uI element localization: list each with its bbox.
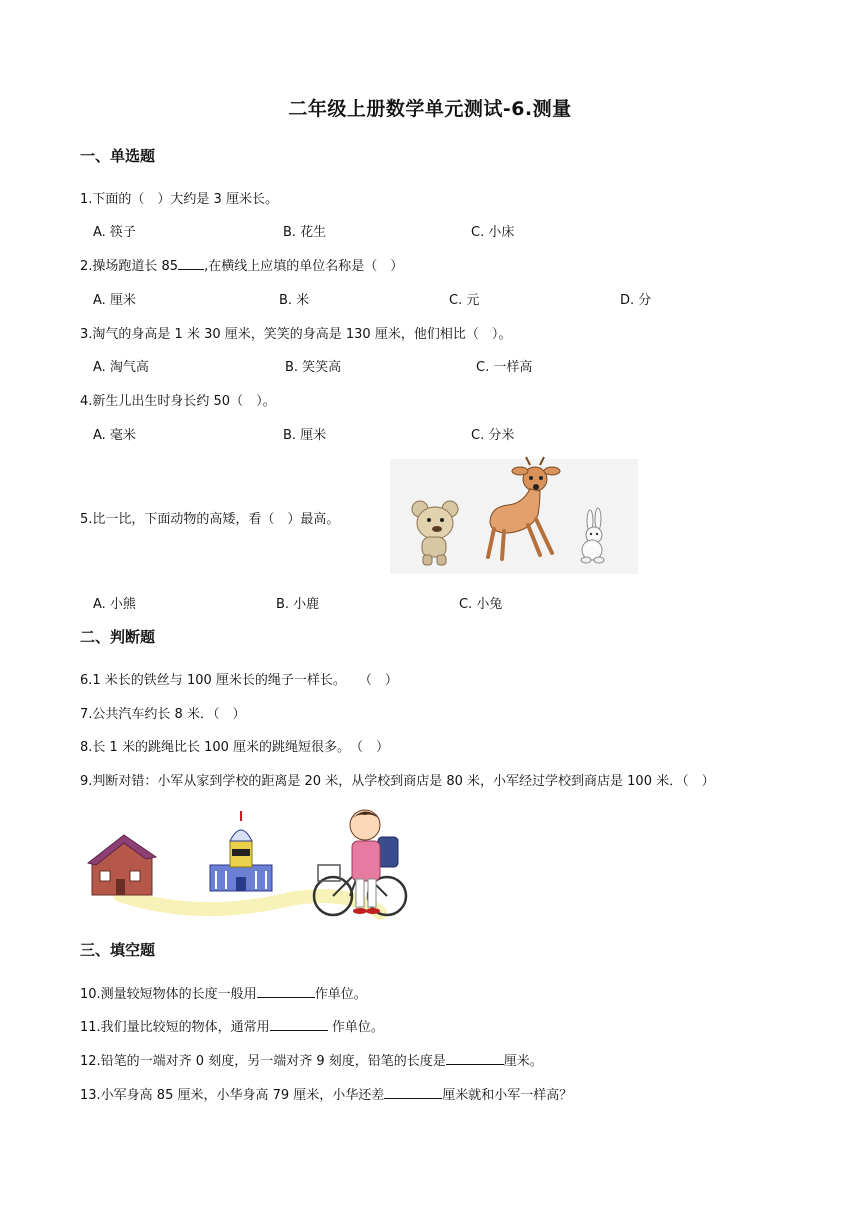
q13-blank (384, 1086, 442, 1099)
q1-option-a: A. 筷子 (93, 225, 136, 240)
route-picture (80, 803, 415, 923)
q13-text-before: 13.小军身高 85 厘米，小华身高 79 厘米，小华还差 (80, 1088, 385, 1103)
q2-option-a: A. 厘米 (93, 293, 136, 308)
question-7: 7.公共汽车约长 8 米．（ ） (80, 707, 246, 722)
q2-option-d: D. 分 (620, 293, 652, 308)
section-heading-single-choice: 一、单选题 (80, 147, 156, 165)
q2-text-before: 2.操场跑道长 85 (80, 259, 179, 274)
q5-option-b: B. 小鹿 (276, 597, 320, 612)
question-5: 5.比一比，下面动物的高矮，看（ ）最高。 (80, 512, 340, 527)
q3-option-c: C. 一样高 (476, 360, 533, 375)
q11-text-before: 11.我们量比较短的物体，通常用 (80, 1020, 270, 1035)
q3-option-b: B. 笑笑高 (285, 360, 342, 375)
q13-text-after: 厘米就和小军一样高？ (442, 1088, 573, 1103)
q1-option-c: C. 小床 (471, 225, 515, 240)
q10-text-before: 10.测量较短物体的长度一般用 (80, 987, 257, 1002)
q2-option-c: C. 元 (449, 293, 480, 308)
q12-text-before: 12.铅笔的一端对齐 0 刻度，另一端对齐 9 刻度，铅笔的长度是 (80, 1054, 446, 1069)
question-4: 4.新生儿出生时身长约 50（ ）。 (80, 394, 276, 409)
q10-blank (257, 985, 315, 998)
school-figure (210, 811, 272, 891)
question-11 (80, 1016, 384, 1035)
q4-option-a: A. 毫米 (93, 428, 136, 443)
question-12 (80, 1050, 543, 1069)
question-10 (80, 983, 367, 1002)
q2-option-b: B. 米 (279, 293, 310, 308)
q11-text-after: 作单位。 (327, 1020, 384, 1035)
question-9: 9.判断对错：小军从家到学校的距离是 20 米，从学校到商店是 80 米，小军经过学校到商店是 100 米．（ ） (80, 774, 715, 789)
q1-option-b: B. 花生 (283, 225, 327, 240)
question-1: 1.下面的（ ）大约是 3 厘米长。 (80, 192, 278, 207)
q2-text-after: ,在横线上应填的单位名称是（ ） (204, 259, 404, 274)
house-figure (88, 835, 156, 895)
q3-option-a: A. 淘气高 (93, 360, 149, 375)
section-heading-true-false: 二、判断题 (80, 628, 156, 646)
question-8: 8.长 1 米的跳绳比长 100 厘米的跳绳短很多。 （ ） (80, 740, 390, 755)
question-3: 3.淘气的身高是 1 米 30 厘米，笑笑的身高是 130 厘米，他们相比（ ）。 (80, 327, 512, 342)
question-13 (80, 1084, 572, 1103)
q2-blank (178, 257, 204, 270)
q12-blank (446, 1052, 504, 1065)
question-2 (80, 255, 403, 274)
q10-text-after: 作单位。 (314, 987, 367, 1002)
animals-picture (390, 459, 638, 574)
page-title: 二年级上册数学单元测试-6.测量 (288, 98, 572, 120)
q4-option-c: C. 分米 (471, 428, 515, 443)
q5-option-c: C. 小兔 (459, 597, 503, 612)
q5-option-a: A. 小熊 (93, 597, 136, 612)
question-6: 6.1 米长的铁丝与 100 厘米长的绳子一样长。 （ ） (80, 673, 398, 688)
section-heading-fill-blank: 三、填空题 (80, 941, 156, 959)
q11-blank (270, 1018, 328, 1031)
q4-option-b: B. 厘米 (283, 428, 327, 443)
q12-text-after: 厘米。 (503, 1054, 543, 1069)
